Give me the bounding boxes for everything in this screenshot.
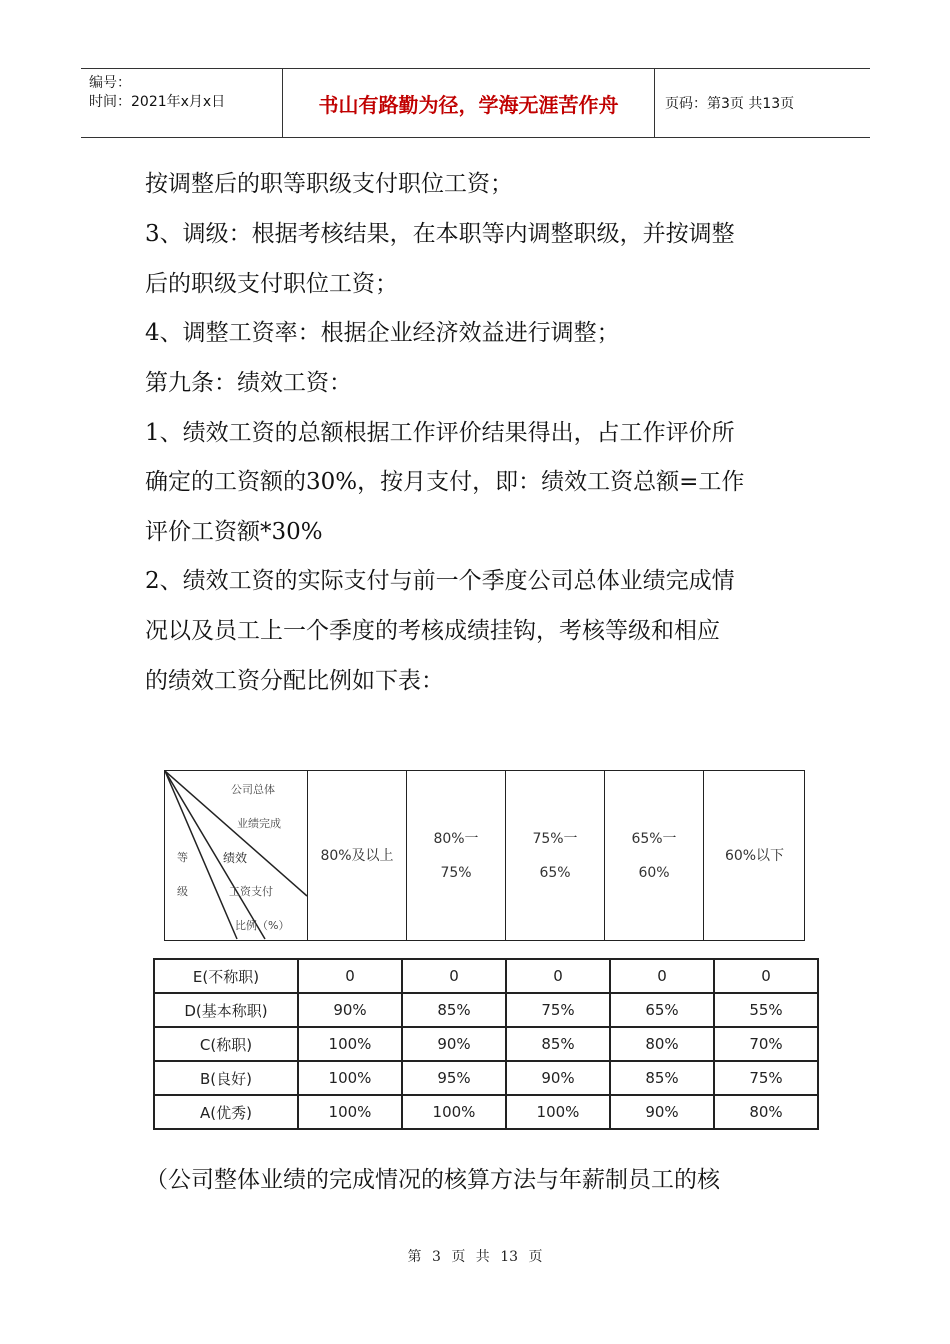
table-cell: 90% <box>506 1061 610 1095</box>
paragraph-line: 4、调整工资率：根据企业经济效益进行调整； <box>145 320 620 346</box>
table-cell: 0 <box>298 959 402 993</box>
diag-label-top1: 公司总体 <box>231 783 275 796</box>
table-cell: 80% <box>610 1027 714 1061</box>
footer-pre: 第 <box>407 1249 422 1265</box>
table-cell: 70% <box>714 1027 818 1061</box>
table-cell: 95% <box>402 1061 506 1095</box>
table-cell: 100% <box>298 1095 402 1129</box>
column-header: 80%一 75% <box>406 771 505 940</box>
table-cell: 90% <box>610 1095 714 1129</box>
column-header: 75%一 65% <box>505 771 604 940</box>
table-cell: 85% <box>402 993 506 1027</box>
column-header: 60%以下 <box>703 771 805 940</box>
diag-label-mid: 绩效 <box>223 851 248 865</box>
header-motto: 书山有路勤为径，学海无涯苦作舟 <box>283 69 655 137</box>
footer-mid2: 共 <box>475 1249 490 1265</box>
page-header <box>81 68 870 138</box>
table-cell: 75% <box>714 1061 818 1095</box>
time-label: 时间：2021年x月x日 <box>89 94 226 110</box>
footer-mid1: 页 <box>451 1249 466 1265</box>
table-cell: 90% <box>298 993 402 1027</box>
paragraph-line: 的绩效工资分配比例如下表： <box>145 668 444 694</box>
table-cell: 80% <box>714 1095 818 1129</box>
paragraph-line: 2、绩效工资的实际支付与前一个季度公司总体业绩完成情 <box>145 568 735 594</box>
column-header: 80%及以上 <box>307 771 406 940</box>
table-cell: 0 <box>714 959 818 993</box>
footer-post: 页 <box>528 1249 543 1265</box>
paragraph-line: 评价工资额*30% <box>145 519 323 545</box>
paragraph-line: 确定的工资额的30%，按月支付，即：绩效工资总额=工作 <box>145 469 745 495</box>
table-row <box>154 1061 818 1095</box>
diag-label-bot2: 比例（%） <box>235 919 290 932</box>
table-cell: 55% <box>714 993 818 1027</box>
footer-page: 3 <box>431 1249 441 1265</box>
table-cell: 100% <box>506 1095 610 1129</box>
paragraph-line: 1、绩效工资的总额根据工作评价结果得出，占工作评价所 <box>145 420 735 446</box>
column-header: 65%一 60% <box>604 771 703 940</box>
paragraph-line: 3、调级：根据考核结果，在本职等内调整职级，并按调整 <box>145 221 735 247</box>
row-label: B(良好) <box>154 1061 298 1095</box>
table-row <box>154 993 818 1027</box>
table-cell: 100% <box>298 1061 402 1095</box>
closing-line: （公司整体业绩的完成情况的核算方法与年薪制员工的核 <box>145 1167 720 1193</box>
table-cell: 85% <box>506 1027 610 1061</box>
table-cell: 85% <box>610 1061 714 1095</box>
table-cell: 0 <box>506 959 610 993</box>
row-label: A(优秀) <box>154 1095 298 1129</box>
table-cell: 75% <box>506 993 610 1027</box>
ratio-table <box>153 958 819 1130</box>
table-row <box>154 1095 818 1129</box>
table-row <box>154 1027 818 1061</box>
table-cell: 0 <box>402 959 506 993</box>
table-cell: 90% <box>402 1027 506 1061</box>
paragraph-line: 况以及员工上一个季度的考核成绩挂钩，考核等级和相应 <box>145 618 720 644</box>
diag-label-left1: 等 <box>177 851 188 864</box>
ratio-table-header <box>164 770 805 941</box>
row-label: E(不称职) <box>154 959 298 993</box>
row-label: C(称职) <box>154 1027 298 1061</box>
table-cell: 100% <box>402 1095 506 1129</box>
paragraph-line: 后的职级支付职位工资； <box>145 271 398 297</box>
paragraph-line: 第九条：绩效工资： <box>145 370 352 396</box>
diag-label-top2: 业绩完成 <box>237 817 281 830</box>
table-cell: 0 <box>610 959 714 993</box>
footer-total: 13 <box>500 1249 519 1265</box>
row-label: D(基本称职) <box>154 993 298 1027</box>
paragraph-line: 按调整后的职等职级支付职位工资； <box>145 171 513 197</box>
table-row <box>154 959 818 993</box>
diag-label-left2: 级 <box>177 885 188 898</box>
page-footer <box>0 1246 950 1266</box>
header-page-info: 页码：第3页 共13页 <box>665 96 795 112</box>
header-meta <box>81 69 283 137</box>
table-cell: 100% <box>298 1027 402 1061</box>
number-label: 编号： <box>89 75 131 91</box>
table-cell: 65% <box>610 993 714 1027</box>
diag-label-bot1: 工资支付 <box>229 885 273 898</box>
